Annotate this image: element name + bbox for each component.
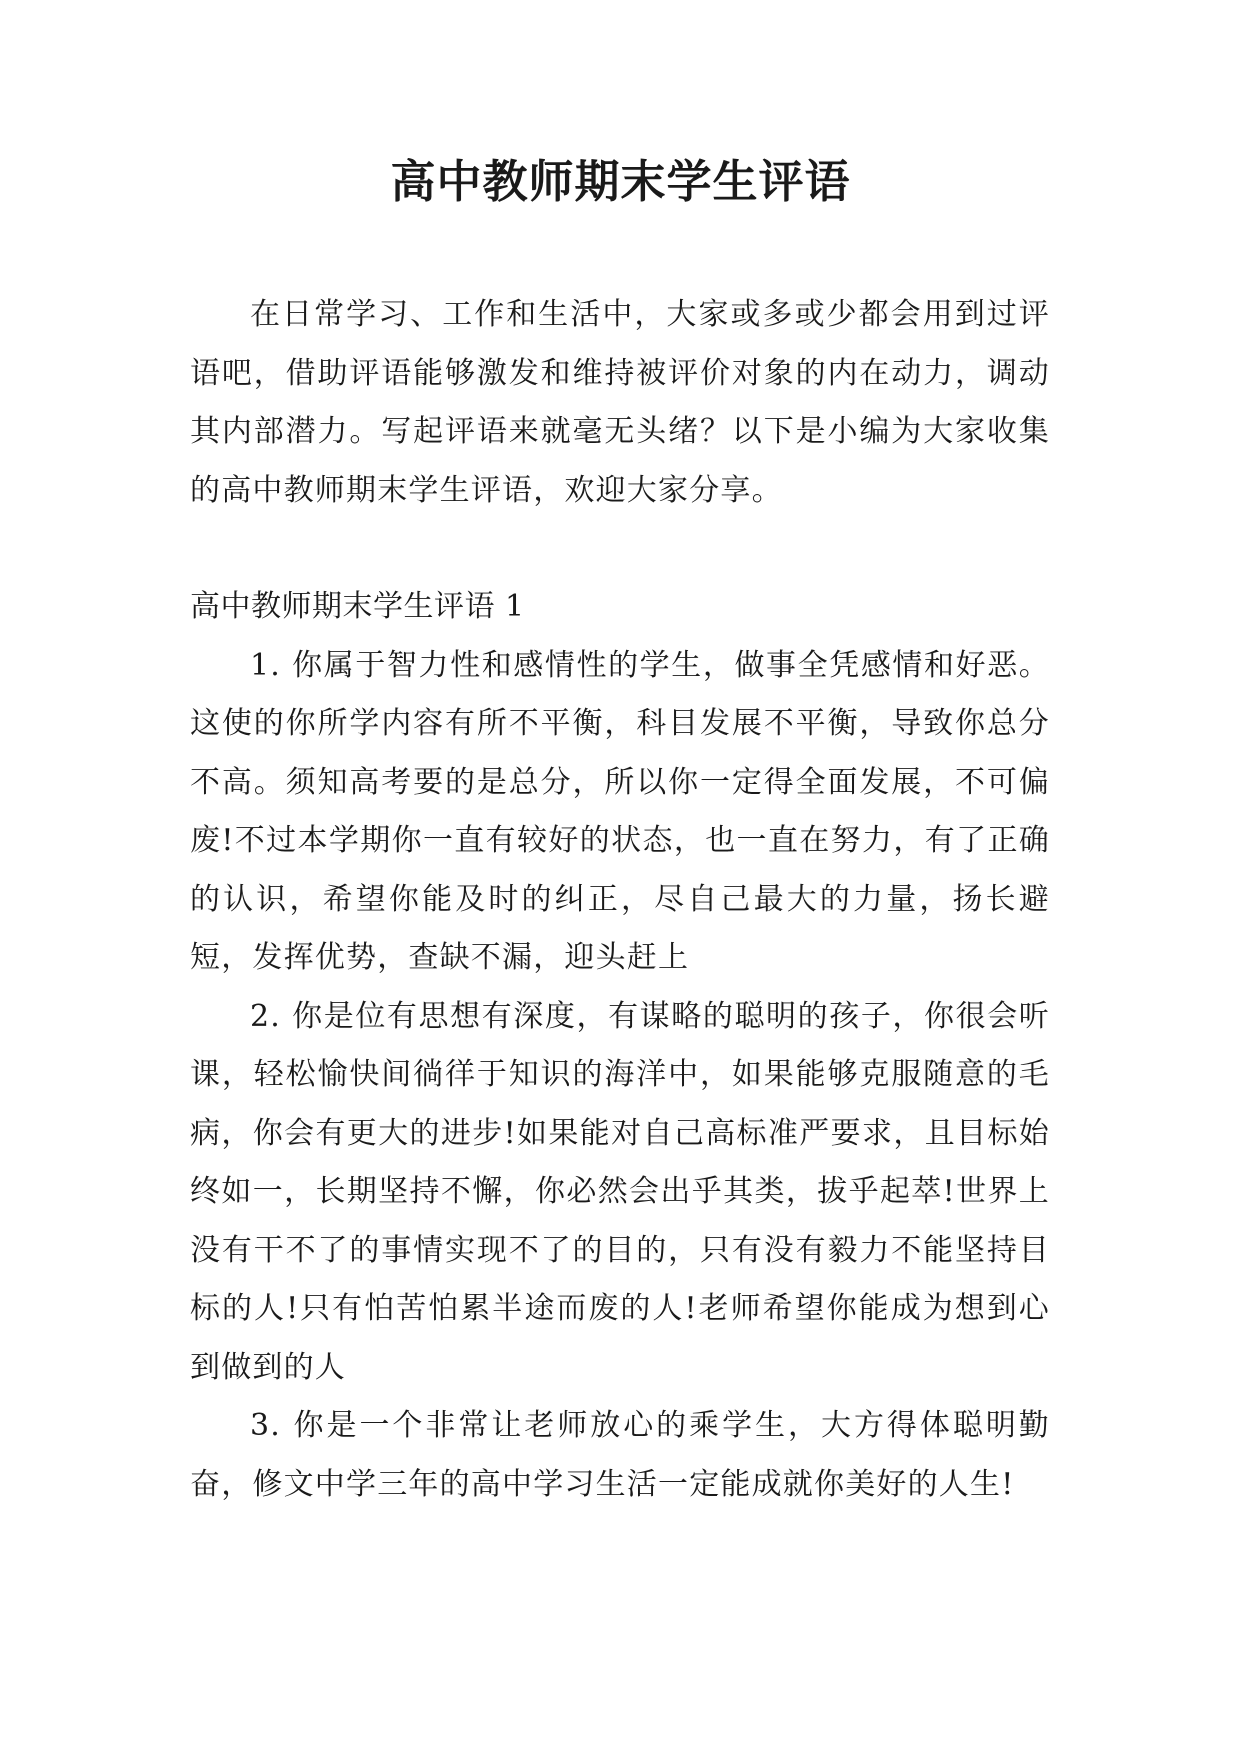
comment-item-2: 2. 你是位有思想有深度，有谋略的聪明的孩子，你很会听课，轻松愉快间徜徉于知识的海洋中，如果能够克服随意的毛病，你会有更大的进步!如果能对自己高标准严要求，且目标始终如一，长期坚持不懈，你必然会出乎其类，拔乎起萃!世界上没有干不了的事情实现不了的目的，只有没有毅力不能坚持目标的人!只有怕苦怕累半途而废的人!老师希望你能成为想到心到做到的人	[190, 998, 1050, 1385]
comment-item-1: 1. 你属于智力性和感情性的学生，做事全凭感情和好恶。这使的你所学内容有所不平衡，科目发展不平衡，导致你总分不高。须知高考要的是总分，所以你一定得全面发展，不可偏废!不过本学期你一直有较好的状态，也一直在努力，有了正确的认识，希望你能及时的纠正，尽自己最大的力量，扬长避短，发挥优势，查缺不漏，迎头赶上	[190, 647, 1050, 975]
document-body	[190, 286, 1050, 1514]
section-heading: 高中教师期末学生评语 1	[190, 589, 525, 624]
intro-paragraph: 在日常学习、工作和生活中，大家或多或少都会用到过评语吧，借助评语能够激发和维持被评价对象的内在动力，调动其内部潜力。写起评语来就毫无头绪？以下是小编为大家收集的高中教师期末学生评语，欢迎大家分享。	[190, 297, 1050, 508]
document-title: 高中教师期末学生评语	[390, 155, 851, 208]
comment-item-3: 3. 你是一个非常让老师放心的乘学生，大方得体聪明勤奋，修文中学三年的高中学习生活一定能成就你美好的人生!	[190, 1408, 1050, 1502]
